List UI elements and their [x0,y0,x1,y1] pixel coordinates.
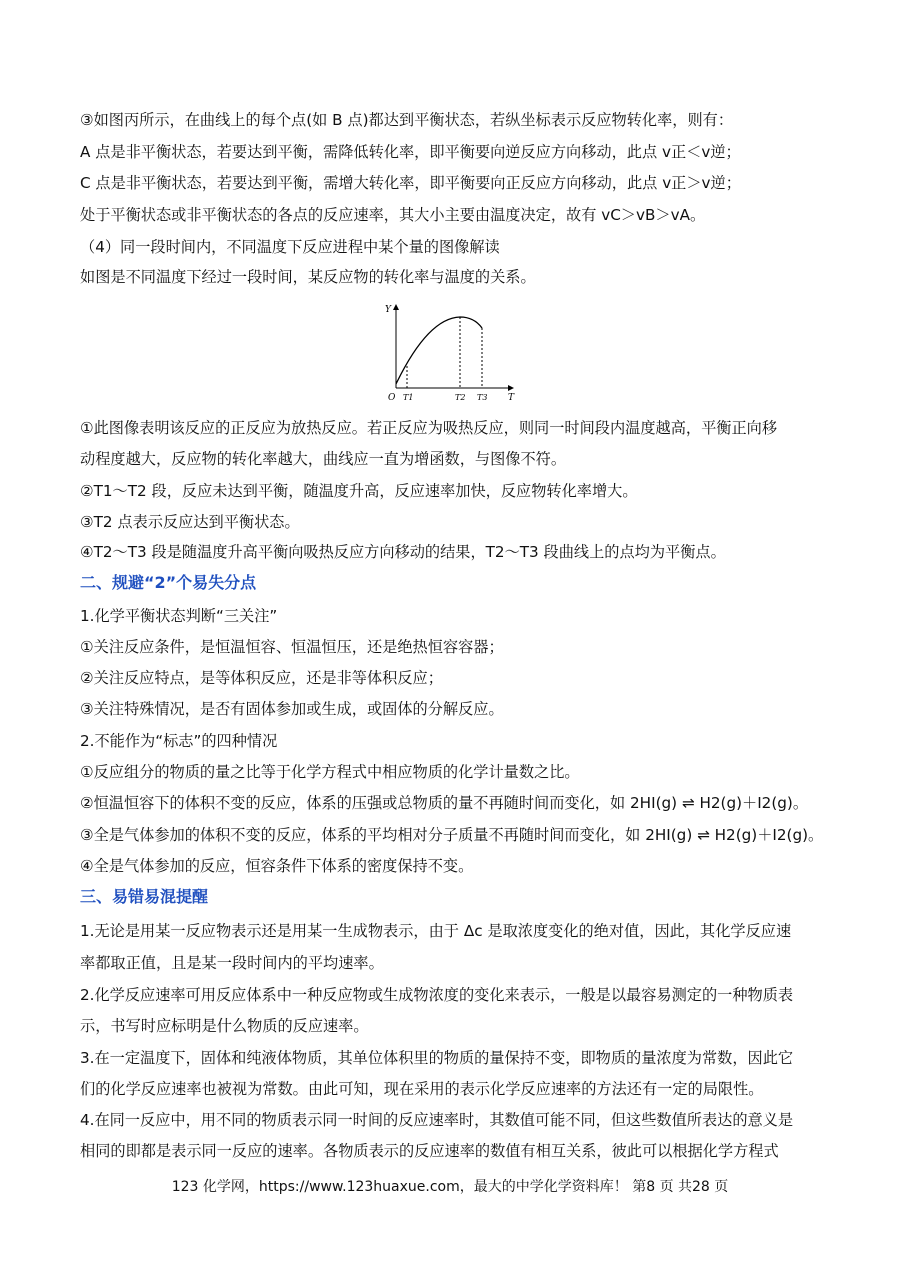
text-line: 1.化学平衡状态判断“三关注” [80,607,278,625]
origin-label: O [388,393,396,402]
t2-label: T2 [455,393,466,402]
text-line: ③如图丙所示，在曲线上的每个点(如 B 点)都达到平衡状态，若纵坐标表示反应物转化率，则有： [80,111,734,129]
text-line: ①反应组分的物质的量之比等于化学方程式中相应物质的化学计量数之比。 [80,763,580,781]
text-line: ④T2～T3 段是随温度升高平衡向吸热反应方向移动的结果，T2～T3 段曲线上的点均为平衡点。 [80,543,726,561]
x-axis-label: T [508,393,515,402]
text-line: ③关注特殊情况，是否有固体参加或生成，或固体的分解反应。 [80,700,504,718]
text-line: ④全是气体参加的反应，恒容条件下体系的密度保持不变。 [80,857,474,875]
page-footer: 123 化学网，https://www.123huaxue.com，最大的中学化学资料库！ 第8 页 共28 页 [171,1179,729,1195]
conversion-temperature-figure [378,296,518,402]
text-line: 3.在一定温度下，固体和纯液体物质，其单位体积里的物质的量保持不变，即物质的量浓度为常数，因此它 [80,1049,794,1067]
conversion-curve [396,317,482,384]
section-heading: 二、规避“2”个易失分点 [80,573,257,592]
text-line: ②恒温恒容下的体积不变的反应，体系的压强或总物质的量不再随时间而变化，如 2HI(g) ⇌ H2(g)＋I2(g)。 [80,794,809,812]
text-line: 2.不能作为“标志”的四种情况 [80,732,278,750]
text-line: 4.在同一反应中，用不同的物质表示同一时间的反应速率时，其数值可能不同，但这些数值所表达的意义是 [80,1111,794,1129]
text-line: ③全是气体参加的体积不变的反应，体系的平均相对分子质量不再随时间而变化，如 2HI(g) ⇌ H2(g)＋I2(g)。 [80,826,824,844]
t3-label: T3 [477,393,488,402]
text-line: ②T1～T2 段，反应未达到平衡，随温度升高，反应速率加快，反应物转化率增大。 [80,482,638,500]
text-line: ③T2 点表示反应达到平衡状态。 [80,513,300,531]
section-heading: 三、易错易混提醒 [80,887,209,906]
y-axis-label: Y [385,305,391,315]
text-line: 相同的即都是表示同一反应的速率。各物质表示的反应速率的数值有相互关系，彼此可以根据化学方程式 [80,1142,779,1160]
text-line: （4）同一段时间内，不同温度下反应进程中某个量的图像解读 [80,238,500,256]
text-line: 率都取正值，且是某一段时间内的平均速率。 [80,954,384,972]
text-line: C 点是非平衡状态，若要达到平衡，需增大转化率，即平衡要向正反应方向移动，此点 v正＞v逆； [80,174,741,192]
text-line: A 点是非平衡状态，若要达到平衡，需降低转化率，即平衡要向逆反应方向移动，此点 v正＜v逆； [80,143,741,161]
text-line: ①关注反应条件，是恒温恒容、恒温恒压，还是绝热恒容容器； [80,638,504,656]
text-line: 处于平衡状态或非平衡状态的各点的反应速率，其大小主要由温度决定，故有 vC＞vB＞vA。 [80,206,706,224]
text-line: 1.无论是用某一反应物表示还是用某一生成物表示，由于 Δc 是取浓度变化的绝对值，因此，其化学反应速 [80,922,792,940]
text-line: ②关注反应特点，是等体积反应，还是非等体积反应； [80,669,443,687]
y-axis-arrow [393,304,399,310]
x-axis-arrow [508,385,514,391]
text-line: 们的化学反应速率也被视为常数。由此可知，现在采用的表示化学反应速率的方法还有一定的局限性。 [80,1080,764,1098]
text-line: 如图是不同温度下经过一段时间，某反应物的转化率与温度的关系。 [80,268,536,286]
t1-label: T1 [403,393,414,402]
text-line: 2.化学反应速率可用反应体系中一种反应物或生成物浓度的变化来表示，一般是以最容易测定的一种物质表 [80,986,794,1004]
text-line: 示，书写时应标明是什么物质的反应速率。 [80,1017,369,1035]
text-line: 动程度越大，反应物的转化率越大，曲线应一直为增函数，与图像不符。 [80,450,566,468]
text-line: ①此图像表明该反应的正反应为放热反应。若正反应为吸热反应，则同一时间段内温度越高，平衡正向移 [80,419,778,437]
